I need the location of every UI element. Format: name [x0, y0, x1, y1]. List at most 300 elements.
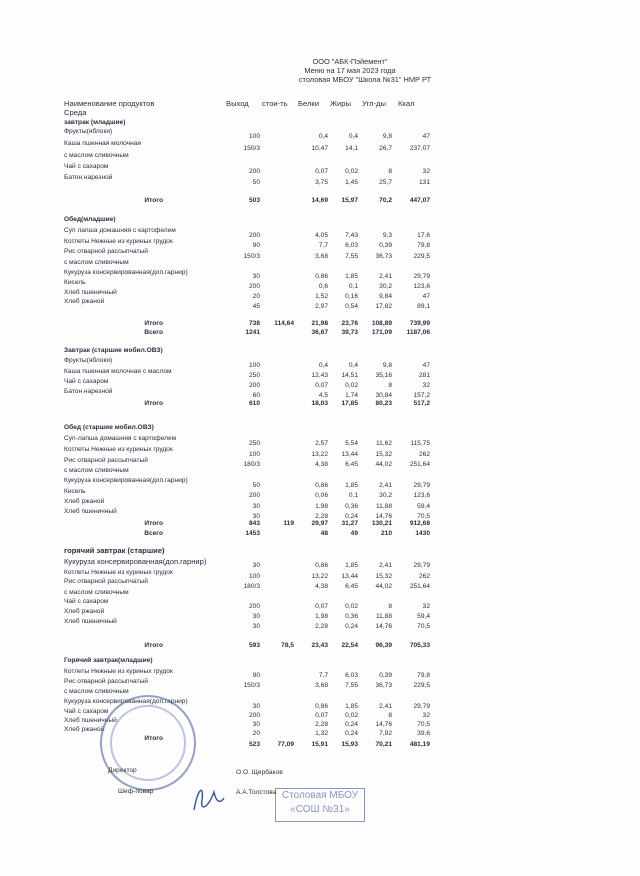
kcal-value: 17,6 — [417, 232, 430, 239]
product-name: Котлеты Нежные из куриных грудок — [64, 668, 173, 675]
fat-value: 0,54 — [345, 303, 358, 310]
fat-value: 0,24 — [345, 623, 358, 630]
kcal-value: 32 — [422, 603, 430, 610]
kcal-value: 229,5 — [413, 253, 430, 260]
product-name: Хлеб ржаной — [64, 298, 105, 305]
total-row — [0, 529, 640, 538]
section-heading — [0, 423, 640, 432]
fat-value: 1,85 — [345, 562, 358, 569]
fat-value: 0,36 — [345, 503, 358, 510]
yield-value: 100 — [248, 573, 260, 580]
kcal-value: 32 — [422, 168, 430, 175]
product-name: Итого — [144, 400, 163, 407]
section-heading — [0, 546, 640, 555]
fat-value: 6,03 — [345, 672, 358, 679]
protein-value: 0,4 — [318, 133, 328, 140]
protein-value: 13,22 — [311, 451, 328, 458]
yield-value: 30 — [252, 503, 260, 510]
product-name: с маслом сливочным — [64, 152, 129, 159]
carb-value: 70,21 — [375, 741, 392, 748]
col-fat-header: Жиры — [330, 99, 351, 108]
total-row — [0, 399, 640, 408]
protein-value: 7,7 — [318, 242, 328, 249]
product-name: Среда — [64, 108, 87, 117]
menu-title: Меню на 17 мая 2023 года — [304, 66, 396, 75]
kcal-value: 32 — [422, 712, 430, 719]
kcal-value: 59,4 — [417, 613, 430, 620]
table-row — [0, 588, 640, 597]
protein-value: 18,03 — [311, 400, 328, 407]
carb-value: 70,2 — [379, 197, 392, 204]
yield-value: 50 — [252, 179, 260, 186]
yield-value: 30 — [252, 562, 260, 569]
carb-value: 15,32 — [375, 451, 392, 458]
fat-value: 0,16 — [345, 293, 358, 300]
yield-value: 90 — [252, 672, 260, 679]
carb-value: 108,89 — [371, 320, 392, 327]
col-name-header: Наименование продуктов — [64, 99, 155, 108]
protein-value: 3,75 — [315, 179, 328, 186]
kcal-value: 1430 — [415, 530, 430, 537]
product-name: Рис отварной рассыпчатый — [64, 248, 148, 255]
yield-value: 1241 — [245, 329, 260, 336]
yield-value: 200 — [248, 382, 260, 389]
product-name: Чай с сахаром — [64, 163, 109, 170]
protein-value: 4,05 — [315, 232, 328, 239]
fat-value: 13,44 — [341, 451, 358, 458]
protein-value: 4,38 — [315, 583, 328, 590]
fat-value: 23,76 — [341, 320, 358, 327]
table-row — [0, 258, 640, 267]
carb-value: 210 — [380, 530, 392, 537]
product-name: Котлеты Нежные из куриных грудок — [64, 238, 173, 245]
yield-value: 200 — [248, 492, 260, 499]
carb-value: 2,41 — [379, 562, 392, 569]
table-row — [0, 178, 640, 187]
yield-value: 45 — [252, 303, 260, 310]
yield-value: 150/3 — [243, 145, 260, 152]
product-name: Кукуруза консервированная(доп.гарнир) — [64, 557, 207, 566]
kcal-value: 47 — [422, 133, 430, 140]
protein-value: 29,97 — [311, 520, 328, 527]
fat-value: 17,85 — [341, 400, 358, 407]
product-name: Всего — [144, 329, 163, 336]
yield-value: 843 — [248, 520, 260, 527]
col-carb-header: Угл-ды — [362, 99, 386, 108]
kcal-value: 1187,06 — [406, 329, 430, 336]
product-name: Чай с сахаром — [64, 598, 109, 605]
fat-value: 0,4 — [348, 362, 358, 369]
yield-value: 90 — [252, 242, 260, 249]
kcal-value: 89,1 — [417, 303, 430, 310]
product-name: Рис отварной рассыпчатый — [64, 578, 148, 585]
fat-value: 15,97 — [341, 197, 358, 204]
director-label: Директор — [108, 767, 137, 774]
yield-value: 180/3 — [243, 583, 260, 590]
protein-value: 0,86 — [315, 703, 328, 710]
fat-value: 0,4 — [348, 133, 358, 140]
product-name: Суп-лапша домашняя с картофелем — [64, 435, 177, 442]
protein-value: 48 — [320, 530, 328, 537]
protein-value: 1,98 — [315, 503, 328, 510]
protein-value: 2,57 — [315, 440, 328, 447]
product-name: Хлеб ржаной — [64, 498, 105, 505]
carb-value: 17,82 — [375, 303, 392, 310]
protein-value: 4,5 — [318, 392, 328, 399]
product-name: Фрукты(яблоки) — [64, 357, 113, 364]
chef-name: А.А.Толстова — [236, 789, 277, 796]
fat-value: 0,02 — [345, 603, 358, 610]
table-row — [0, 151, 640, 160]
kcal-value: 157,2 — [413, 392, 430, 399]
fat-value: 22,54 — [341, 642, 358, 649]
product-name: Котлеты Нежные из куриных грудок — [64, 569, 173, 576]
kcal-value: 79,8 — [417, 672, 430, 679]
protein-value: 14,69 — [311, 197, 328, 204]
carb-value: 36,73 — [375, 253, 392, 260]
kcal-value: 262 — [418, 451, 430, 458]
protein-value: 0,07 — [315, 712, 328, 719]
product-name: Итого — [144, 735, 163, 742]
product-name: Обед (старшие мобил.ОВЗ) — [64, 424, 154, 431]
fat-value: 0,02 — [345, 168, 358, 175]
fat-value: 1,85 — [345, 273, 358, 280]
yield-value: 738 — [248, 320, 260, 327]
protein-value: 0,86 — [315, 482, 328, 489]
product-name: Батон нарезной — [64, 388, 113, 395]
product-name: Всего — [144, 530, 163, 537]
protein-value: 4,38 — [315, 461, 328, 468]
product-name: Итого — [144, 642, 163, 649]
carb-value: 11,62 — [375, 440, 392, 447]
handwritten-signature — [186, 778, 226, 818]
kcal-value: 517,2 — [413, 400, 430, 407]
kcal-value: 481,19 — [409, 741, 430, 748]
table-row — [0, 687, 640, 696]
carb-value: 8 — [388, 168, 392, 175]
kcal-value: 115,75 — [410, 440, 430, 447]
carb-value: 2,41 — [379, 273, 392, 280]
kcal-value: 739,99 — [409, 320, 430, 327]
yield-value: 200 — [248, 232, 260, 239]
kcal-value: 29,79 — [413, 562, 430, 569]
carb-value: 44,02 — [375, 461, 392, 468]
product-name: Кукуруза консервированная(доп.гарнир) — [64, 269, 188, 276]
protein-value: 2,28 — [315, 623, 328, 630]
stamp-line-2: «СОШ №31» — [290, 804, 350, 815]
protein-value: 3,68 — [315, 682, 328, 689]
carb-value: 80,23 — [375, 400, 392, 407]
yield-value: 30 — [252, 721, 260, 728]
table-row — [0, 622, 640, 631]
protein-value: 23,43 — [311, 642, 328, 649]
cost-value: 77,09 — [277, 741, 294, 748]
product-name: с маслом сливочным — [64, 589, 129, 596]
yield-value: 100 — [248, 451, 260, 458]
product-name: Каша пшенная молочная — [64, 140, 141, 147]
carb-value: 0,39 — [379, 672, 392, 679]
carb-value: 14,76 — [375, 623, 392, 630]
carb-value: 14,76 — [375, 513, 392, 520]
fat-value: 1,85 — [345, 482, 358, 489]
product-name: горячий завтрак (старшие) — [64, 546, 165, 555]
kcal-value: 29,79 — [413, 482, 430, 489]
yield-value: 200 — [248, 283, 260, 290]
yield-value: 100 — [248, 133, 260, 140]
kcal-value: 32 — [422, 382, 430, 389]
canteen-stamp — [275, 788, 365, 822]
carb-value: 30,2 — [379, 283, 392, 290]
product-name: Итого — [144, 320, 163, 327]
fat-value: 0,1 — [348, 492, 358, 499]
cost-value: 114,64 — [274, 320, 294, 327]
yield-value: 50 — [252, 482, 260, 489]
fat-value: 15,93 — [341, 741, 358, 748]
fat-value: 0,02 — [345, 382, 358, 389]
protein-value: 0,86 — [315, 273, 328, 280]
cost-value: 78,5 — [281, 642, 294, 649]
total-row — [0, 196, 640, 205]
kcal-value: 705,33 — [409, 642, 430, 649]
product-name: Горячий завтрак(младшие) — [64, 657, 153, 664]
col-kcal-header: Ккал — [398, 99, 415, 108]
protein-value: 2,28 — [315, 513, 328, 520]
fat-value: 6,45 — [345, 583, 358, 590]
kcal-value: 70,5 — [417, 721, 430, 728]
kcal-value: 79,8 — [417, 242, 430, 249]
protein-value: 0,07 — [315, 382, 328, 389]
carb-value: 96,39 — [375, 642, 392, 649]
protein-value: 0,07 — [315, 168, 328, 175]
yield-value: 523 — [248, 741, 260, 748]
section-heading — [0, 215, 640, 224]
protein-value: 1,52 — [315, 293, 328, 300]
carb-value: 44,02 — [375, 583, 392, 590]
carb-value: 8 — [388, 603, 392, 610]
fat-value: 14,1 — [345, 145, 358, 152]
product-name: завтрак (младшие) — [64, 119, 126, 126]
yield-value: 503 — [248, 197, 260, 204]
product-name: Обед(младшие) — [64, 216, 116, 223]
protein-value: 12,43 — [311, 372, 328, 379]
kcal-value: 59,4 — [417, 503, 430, 510]
product-name: Котлеты Нежные из куриных грудок — [64, 446, 173, 453]
kcal-value: 29,79 — [413, 703, 430, 710]
carb-value: 9,3 — [382, 232, 392, 239]
col-cost-header: стои-ть — [262, 99, 288, 108]
product-name: Фрукты(яблоки) — [64, 128, 113, 135]
chef-label: Шеф-повар — [118, 788, 154, 795]
col-protein-header: Белки — [298, 99, 319, 108]
protein-value: 0,86 — [315, 562, 328, 569]
carb-value: 9,8 — [382, 362, 392, 369]
product-name: Итого — [144, 197, 163, 204]
yield-value: 20 — [252, 730, 260, 737]
carb-value: 0,39 — [379, 242, 392, 249]
kcal-value: 131 — [418, 179, 430, 186]
total-row — [0, 319, 640, 328]
carb-value: 25,7 — [379, 179, 392, 186]
kcal-value: 29,79 — [413, 273, 430, 280]
total-row — [0, 328, 640, 337]
kcal-value: 237,07 — [409, 145, 430, 152]
product-name: Батон нарезной — [64, 174, 113, 181]
fat-value: 1,85 — [345, 703, 358, 710]
section-heading — [0, 118, 640, 127]
fat-value: 1,74 — [345, 392, 358, 399]
yield-value: 200 — [248, 168, 260, 175]
protein-value: 0,4 — [318, 362, 328, 369]
kcal-value: 251,64 — [409, 583, 430, 590]
carb-value: 11,88 — [375, 503, 392, 510]
fat-value: 7,55 — [345, 253, 358, 260]
section-heading — [0, 346, 640, 355]
yield-value: 200 — [248, 712, 260, 719]
product-name: Суп лапша домашняя с картофелем — [64, 227, 176, 234]
total-row — [0, 641, 640, 650]
fat-value: 6,03 — [345, 242, 358, 249]
kcal-value: 47 — [422, 293, 430, 300]
yield-value: 20 — [252, 293, 260, 300]
fat-value: 31,27 — [341, 520, 358, 527]
product-name: Завтрак (старшие мобил.ОВЗ) — [64, 347, 163, 354]
product-name: Каша пшенная молочная с маслом — [64, 368, 172, 375]
carb-value: 11,88 — [375, 613, 392, 620]
table-row — [0, 302, 640, 311]
product-name: Хлеб ржаной — [64, 608, 105, 615]
carb-value: 36,73 — [375, 682, 392, 689]
product-name: Чай с сахаром — [64, 708, 109, 715]
carb-value: 26,7 — [379, 145, 392, 152]
carb-value: 8 — [388, 712, 392, 719]
kcal-value: 229,5 — [413, 682, 430, 689]
table-row — [0, 108, 640, 117]
protein-value: 13,22 — [311, 573, 328, 580]
protein-value: 3,68 — [315, 253, 328, 260]
yield-value: 60 — [252, 392, 260, 399]
yield-value: 180/3 — [243, 461, 260, 468]
product-name: Итого — [144, 520, 163, 527]
total-row — [0, 519, 640, 528]
carb-value: 30,2 — [379, 492, 392, 499]
protein-value: 0,07 — [315, 603, 328, 610]
yield-value: 30 — [252, 513, 260, 520]
yield-value: 150/3 — [243, 253, 260, 260]
school-name: столовая МБОУ "Школа №31" НМР РТ — [298, 75, 432, 84]
kcal-value: 262 — [418, 573, 430, 580]
product-name: Кукуруза консервированная(доп.гарнир) — [64, 698, 188, 705]
carb-value: 171,09 — [371, 329, 392, 336]
product-name: Хлеб пшеничный — [64, 289, 117, 296]
carb-value: 2,41 — [379, 482, 392, 489]
product-name: Чай с сахаром — [64, 378, 109, 385]
fat-value: 14,51 — [341, 372, 358, 379]
director-name: О.О. Щербаков — [236, 769, 283, 776]
product-name: с маслом сливочным — [64, 259, 129, 266]
protein-value: 21,98 — [311, 320, 328, 327]
protein-value: 15,91 — [311, 741, 328, 748]
yield-value: 250 — [248, 440, 260, 447]
kcal-value: 70,5 — [417, 623, 430, 630]
col-yield-header: Выход — [226, 99, 249, 108]
yield-value: 200 — [248, 603, 260, 610]
product-name: Кисель — [64, 279, 86, 286]
product-name: Хлеб пшеничный — [64, 618, 117, 625]
kcal-value: 47 — [422, 362, 430, 369]
product-name: Хлеб пшеничный — [64, 717, 117, 724]
yield-value: 150/3 — [243, 682, 260, 689]
carb-value: 2,41 — [379, 703, 392, 710]
yield-value: 30 — [252, 703, 260, 710]
yield-value: 30 — [252, 613, 260, 620]
stamp-line-1: Столовая МБОУ — [281, 790, 359, 801]
carb-value: 15,32 — [375, 573, 392, 580]
fat-value: 5,54 — [345, 440, 358, 447]
total-row — [0, 740, 640, 749]
protein-value: 10,47 — [311, 145, 328, 152]
yield-value: 30 — [252, 273, 260, 280]
kcal-value: 912,68 — [409, 520, 430, 527]
protein-value: 36,67 — [311, 329, 328, 336]
product-name: Хлеб ржаной — [64, 726, 105, 733]
section-heading — [0, 656, 640, 665]
product-name: Рис отварной рассыпчатый — [64, 678, 148, 685]
yield-value: 593 — [248, 642, 260, 649]
yield-value: 30 — [252, 623, 260, 630]
fat-value: 1,45 — [345, 179, 358, 186]
kcal-value: 39,6 — [417, 730, 430, 737]
table-row — [0, 466, 640, 475]
kcal-value: 281 — [418, 372, 430, 379]
product-name: Кукуруза консервированная(доп.гарнир) — [64, 477, 188, 484]
fat-value: 0,36 — [345, 613, 358, 620]
kcal-value: 123,6 — [413, 283, 430, 290]
protein-value: 1,98 — [315, 613, 328, 620]
fat-value: 39,73 — [341, 329, 358, 336]
kcal-value: 70,5 — [417, 513, 430, 520]
product-name: Хлеб пшеничный — [64, 508, 117, 515]
product-name: с маслом сливочным — [64, 467, 129, 474]
carb-value: 35,16 — [375, 372, 392, 379]
fat-value: 13,44 — [341, 573, 358, 580]
carb-value: 14,76 — [375, 721, 392, 728]
fat-value: 0,02 — [345, 712, 358, 719]
company-name: ООО "АБК-Пэйемент" — [312, 57, 388, 66]
protein-value: 0,06 — [315, 492, 328, 499]
kcal-value: 447,07 — [409, 197, 430, 204]
fat-value: 7,43 — [345, 232, 358, 239]
fat-value: 0,1 — [348, 283, 358, 290]
protein-value: 1,32 — [315, 730, 328, 737]
protein-value: 2,28 — [315, 721, 328, 728]
fat-value: 0,24 — [345, 513, 358, 520]
yield-value: 100 — [248, 362, 260, 369]
fat-value: 6,45 — [345, 461, 358, 468]
protein-value: 0,6 — [318, 283, 328, 290]
carb-value: 9,84 — [379, 293, 392, 300]
carb-value: 7,92 — [379, 730, 392, 737]
carb-value: 130,21 — [371, 520, 392, 527]
fat-value: 49 — [350, 530, 358, 537]
product-name: Рис отварной рассыпчатый — [64, 457, 148, 464]
carb-value: 8 — [388, 382, 392, 389]
protein-value: 2,97 — [315, 303, 328, 310]
fat-value: 0,24 — [345, 721, 358, 728]
carb-value: 30,84 — [375, 392, 392, 399]
product-name: с маслом сливочным — [64, 688, 129, 695]
kcal-value: 123,6 — [413, 492, 430, 499]
protein-value: 7,7 — [318, 672, 328, 679]
